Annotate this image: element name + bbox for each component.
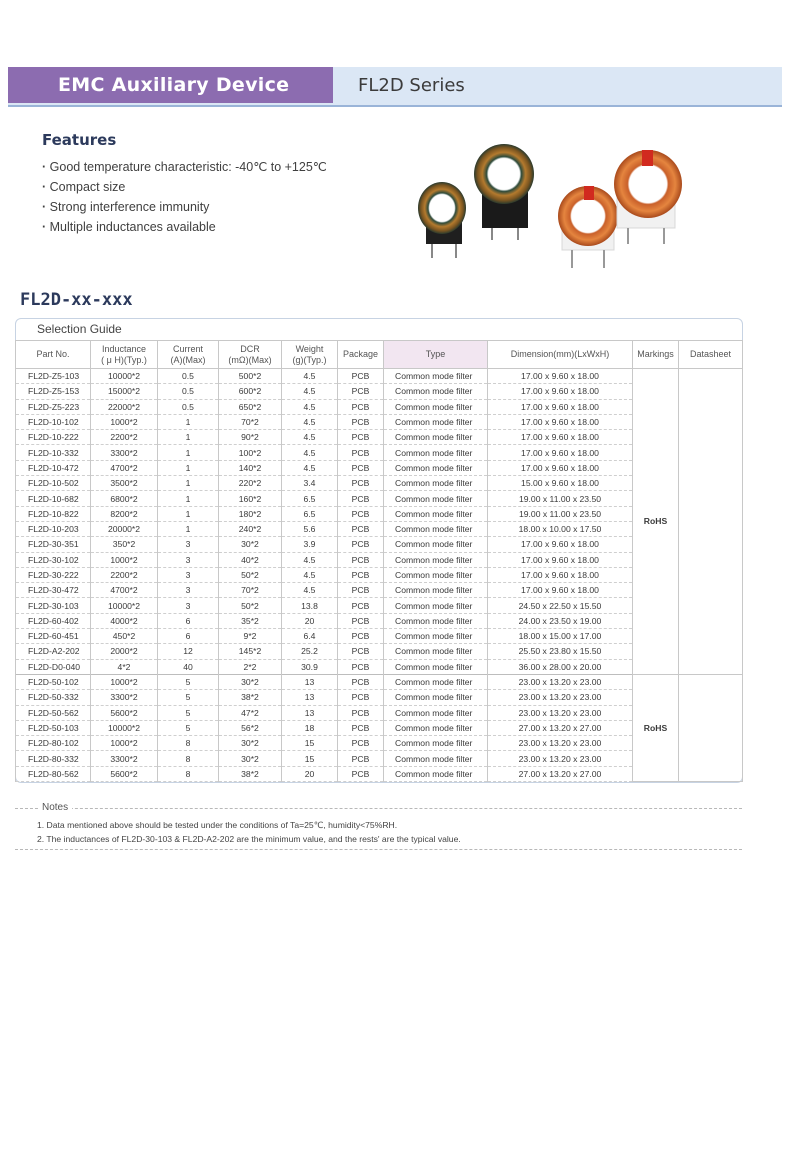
dcr-cell: 240*2 [219, 521, 282, 536]
package-cell: PCB [338, 414, 384, 429]
weight-cell: 4.5 [282, 414, 338, 429]
dcr-cell: 70*2 [219, 414, 282, 429]
current-cell: 1 [158, 414, 219, 429]
package-cell: PCB [338, 629, 384, 644]
part-no-cell: FL2D-30-351 [16, 537, 91, 552]
weight-cell: 20 [282, 766, 338, 781]
weight-cell: 3.9 [282, 537, 338, 552]
current-cell: 8 [158, 751, 219, 766]
type-cell: Common mode filter [384, 674, 488, 689]
series-code: FL2D-xx-xxx [20, 290, 133, 310]
dimension-cell: 17.00 x 9.60 x 18.00 [488, 583, 633, 598]
part-no-cell: FL2D-Z5-223 [16, 399, 91, 414]
type-cell: Common mode filter [384, 644, 488, 659]
weight-cell: 4.5 [282, 460, 338, 475]
weight-cell: 13 [282, 690, 338, 705]
package-cell: PCB [338, 445, 384, 460]
col-weight: Weight (g)(Typ.) [282, 341, 338, 369]
current-cell: 3 [158, 598, 219, 613]
package-cell: PCB [338, 644, 384, 659]
package-cell: PCB [338, 659, 384, 674]
dimension-cell: 17.00 x 9.60 x 18.00 [488, 567, 633, 582]
part-no-cell: FL2D-D0-040 [16, 659, 91, 674]
dimension-cell: 17.00 x 9.60 x 18.00 [488, 460, 633, 475]
dcr-cell: 47*2 [219, 705, 282, 720]
dimension-cell: 18.00 x 15.00 x 17.00 [488, 629, 633, 644]
datasheet-cell [679, 369, 743, 675]
category-title: EMC Auxiliary Device [8, 67, 333, 103]
current-cell: 1 [158, 460, 219, 475]
inductance-cell: 1000*2 [91, 552, 158, 567]
part-no-cell: FL2D-10-332 [16, 445, 91, 460]
dimension-cell: 17.00 x 9.60 x 18.00 [488, 414, 633, 429]
inductance-cell: 3500*2 [91, 476, 158, 491]
current-cell: 5 [158, 705, 219, 720]
header-banner [8, 67, 782, 107]
inductance-cell: 8200*2 [91, 506, 158, 521]
inductance-cell: 4000*2 [91, 613, 158, 628]
notes-divider-bottom [15, 849, 742, 850]
part-no-cell: FL2D-50-102 [16, 674, 91, 689]
dcr-cell: 160*2 [219, 491, 282, 506]
dimension-cell: 19.00 x 11.00 x 23.50 [488, 506, 633, 521]
current-cell: 3 [158, 537, 219, 552]
inductance-cell: 2200*2 [91, 567, 158, 582]
part-no-cell: FL2D-80-332 [16, 751, 91, 766]
dimension-cell: 19.00 x 11.00 x 23.50 [488, 491, 633, 506]
package-cell: PCB [338, 613, 384, 628]
dimension-cell: 17.00 x 9.60 x 18.00 [488, 399, 633, 414]
type-cell: Common mode filter [384, 766, 488, 781]
part-no-cell: FL2D-30-472 [16, 583, 91, 598]
inductance-cell: 15000*2 [91, 384, 158, 399]
dimension-cell: 23.00 x 13.20 x 23.00 [488, 736, 633, 751]
type-cell: Common mode filter [384, 506, 488, 521]
weight-cell: 20 [282, 613, 338, 628]
inductance-cell: 10000*2 [91, 720, 158, 735]
current-cell: 1 [158, 491, 219, 506]
part-no-cell: FL2D-10-502 [16, 476, 91, 491]
type-cell: Common mode filter [384, 445, 488, 460]
package-cell: PCB [338, 476, 384, 491]
package-cell: PCB [338, 521, 384, 536]
package-cell: PCB [338, 537, 384, 552]
dcr-cell: 9*2 [219, 629, 282, 644]
weight-cell: 5.6 [282, 521, 338, 536]
dcr-cell: 100*2 [219, 445, 282, 460]
type-cell: Common mode filter [384, 598, 488, 613]
dcr-cell: 35*2 [219, 613, 282, 628]
dcr-cell: 30*2 [219, 736, 282, 751]
col-dcr: DCR (mΩ)(Max) [219, 341, 282, 369]
current-cell: 1 [158, 506, 219, 521]
inductance-cell: 5600*2 [91, 705, 158, 720]
weight-cell: 13 [282, 674, 338, 689]
table-body [16, 369, 743, 782]
dcr-cell: 38*2 [219, 766, 282, 781]
part-no-cell: FL2D-30-103 [16, 598, 91, 613]
dcr-cell: 40*2 [219, 552, 282, 567]
package-cell: PCB [338, 751, 384, 766]
type-cell: Common mode filter [384, 369, 488, 384]
weight-cell: 4.5 [282, 567, 338, 582]
type-cell: Common mode filter [384, 583, 488, 598]
feature-item: · Strong interference immunity [42, 197, 327, 217]
inductance-cell: 2000*2 [91, 644, 158, 659]
inductance-cell: 350*2 [91, 537, 158, 552]
current-cell: 3 [158, 552, 219, 567]
weight-cell: 18 [282, 720, 338, 735]
table-row [16, 674, 743, 689]
type-cell: Common mode filter [384, 552, 488, 567]
dimension-cell: 27.00 x 13.20 x 27.00 [488, 766, 633, 781]
dcr-cell: 56*2 [219, 720, 282, 735]
dcr-cell: 650*2 [219, 399, 282, 414]
dimension-cell: 27.00 x 13.20 x 27.00 [488, 720, 633, 735]
weight-cell: 15 [282, 736, 338, 751]
inductance-cell: 1000*2 [91, 414, 158, 429]
inductance-cell: 5600*2 [91, 766, 158, 781]
part-no-cell: FL2D-50-562 [16, 705, 91, 720]
features-title: Features [42, 131, 117, 149]
dcr-cell: 50*2 [219, 567, 282, 582]
type-cell: Common mode filter [384, 751, 488, 766]
weight-cell: 6.5 [282, 506, 338, 521]
dimension-cell: 17.00 x 9.60 x 18.00 [488, 552, 633, 567]
current-cell: 40 [158, 659, 219, 674]
package-cell: PCB [338, 384, 384, 399]
part-no-cell: FL2D-30-102 [16, 552, 91, 567]
note-item: 2. The inductances of FL2D-30-103 & FL2D-A2-202 are the minimum value, and the rests' are the typical value. [37, 834, 461, 844]
type-cell: Common mode filter [384, 613, 488, 628]
feature-item: · Compact size [42, 177, 327, 197]
datasheet-cell [679, 674, 743, 781]
type-cell: Common mode filter [384, 690, 488, 705]
dcr-cell: 50*2 [219, 598, 282, 613]
inductance-cell: 3300*2 [91, 445, 158, 460]
table-header-row [16, 341, 743, 369]
table-row [16, 369, 743, 384]
dimension-cell: 17.00 x 9.60 x 18.00 [488, 445, 633, 460]
dcr-cell: 30*2 [219, 537, 282, 552]
current-cell: 1 [158, 430, 219, 445]
series-title-header: FL2D Series [358, 75, 465, 96]
part-no-cell: FL2D-80-102 [16, 736, 91, 751]
package-cell: PCB [338, 567, 384, 582]
part-no-cell: FL2D-30-222 [16, 567, 91, 582]
feature-item: · Multiple inductances available [42, 217, 327, 237]
current-cell: 5 [158, 690, 219, 705]
type-cell: Common mode filter [384, 430, 488, 445]
dimension-cell: 24.50 x 22.50 x 15.50 [488, 598, 633, 613]
part-no-cell: FL2D-10-203 [16, 521, 91, 536]
type-cell: Common mode filter [384, 705, 488, 720]
selection-guide-title: Selection Guide [37, 322, 122, 336]
dcr-cell: 70*2 [219, 583, 282, 598]
current-cell: 1 [158, 521, 219, 536]
type-cell: Common mode filter [384, 476, 488, 491]
weight-cell: 4.5 [282, 369, 338, 384]
type-cell: Common mode filter [384, 567, 488, 582]
dimension-cell: 15.00 x 9.60 x 18.00 [488, 476, 633, 491]
weight-cell: 6.4 [282, 629, 338, 644]
dcr-cell: 140*2 [219, 460, 282, 475]
package-cell: PCB [338, 399, 384, 414]
current-cell: 5 [158, 720, 219, 735]
note-item: 1. Data mentioned above should be tested under the conditions of Ta=25℃, humidity<75%RH. [37, 820, 398, 830]
col-datasheet: Datasheet [679, 341, 743, 369]
dimension-cell: 23.00 x 13.20 x 23.00 [488, 674, 633, 689]
package-cell: PCB [338, 506, 384, 521]
type-cell: Common mode filter [384, 414, 488, 429]
type-cell: Common mode filter [384, 384, 488, 399]
inductance-cell: 20000*2 [91, 521, 158, 536]
dcr-cell: 220*2 [219, 476, 282, 491]
weight-cell: 6.5 [282, 491, 338, 506]
type-cell: Common mode filter [384, 521, 488, 536]
current-cell: 12 [158, 644, 219, 659]
current-cell: 1 [158, 476, 219, 491]
part-no-cell: FL2D-50-103 [16, 720, 91, 735]
dimension-cell: 36.00 x 28.00 x 20.00 [488, 659, 633, 674]
notes-divider-top [15, 808, 742, 809]
part-no-cell: FL2D-60-451 [16, 629, 91, 644]
package-cell: PCB [338, 583, 384, 598]
weight-cell: 13 [282, 705, 338, 720]
weight-cell: 30.9 [282, 659, 338, 674]
current-cell: 3 [158, 583, 219, 598]
package-cell: PCB [338, 690, 384, 705]
dimension-cell: 23.00 x 13.20 x 23.00 [488, 751, 633, 766]
feature-item: · Good temperature characteristic: -40℃ to +125℃ [42, 157, 327, 177]
weight-cell: 4.5 [282, 552, 338, 567]
current-cell: 1 [158, 445, 219, 460]
inductance-cell: 1000*2 [91, 736, 158, 751]
part-no-cell: FL2D-A2-202 [16, 644, 91, 659]
weight-cell: 4.5 [282, 583, 338, 598]
current-cell: 6 [158, 629, 219, 644]
current-cell: 8 [158, 766, 219, 781]
col-dimension: Dimension(mm)(LxWxH) [488, 341, 633, 369]
dimension-cell: 24.00 x 23.50 x 19.00 [488, 613, 633, 628]
type-cell: Common mode filter [384, 399, 488, 414]
dcr-cell: 180*2 [219, 506, 282, 521]
package-cell: PCB [338, 430, 384, 445]
inductance-cell: 4700*2 [91, 460, 158, 475]
inductance-cell: 3300*2 [91, 751, 158, 766]
part-no-cell: FL2D-10-822 [16, 506, 91, 521]
part-no-cell: FL2D-80-562 [16, 766, 91, 781]
dimension-cell: 23.00 x 13.20 x 23.00 [488, 705, 633, 720]
part-no-cell: FL2D-10-102 [16, 414, 91, 429]
current-cell: 5 [158, 674, 219, 689]
package-cell: PCB [338, 705, 384, 720]
rohs-marking: RoHS [633, 674, 679, 781]
type-cell: Common mode filter [384, 460, 488, 475]
part-no-cell: FL2D-60-402 [16, 613, 91, 628]
package-cell: PCB [338, 491, 384, 506]
dimension-cell: 17.00 x 9.60 x 18.00 [488, 430, 633, 445]
col-part-no: Part No. [16, 341, 91, 369]
package-cell: PCB [338, 766, 384, 781]
dimension-cell: 18.00 x 10.00 x 17.50 [488, 521, 633, 536]
col-current: Current (A)(Max) [158, 341, 219, 369]
weight-cell: 25.2 [282, 644, 338, 659]
dcr-cell: 30*2 [219, 674, 282, 689]
inductance-cell: 4700*2 [91, 583, 158, 598]
package-cell: PCB [338, 674, 384, 689]
part-no-cell: FL2D-Z5-103 [16, 369, 91, 384]
product-photo [412, 140, 692, 275]
rohs-marking: RoHS [633, 369, 679, 675]
current-cell: 0.5 [158, 384, 219, 399]
weight-cell: 4.5 [282, 399, 338, 414]
dimension-cell: 23.00 x 13.20 x 23.00 [488, 690, 633, 705]
weight-cell: 13.8 [282, 598, 338, 613]
package-cell: PCB [338, 460, 384, 475]
inductance-cell: 22000*2 [91, 399, 158, 414]
dimension-cell: 17.00 x 9.60 x 18.00 [488, 537, 633, 552]
dcr-cell: 90*2 [219, 430, 282, 445]
package-cell: PCB [338, 598, 384, 613]
weight-cell: 3.4 [282, 476, 338, 491]
inductance-cell: 10000*2 [91, 369, 158, 384]
inductance-cell: 3300*2 [91, 690, 158, 705]
current-cell: 6 [158, 613, 219, 628]
features-list [42, 157, 327, 237]
col-package: Package [338, 341, 384, 369]
dcr-cell: 30*2 [219, 751, 282, 766]
type-cell: Common mode filter [384, 736, 488, 751]
inductance-cell: 450*2 [91, 629, 158, 644]
dimension-cell: 25.50 x 23.80 x 15.50 [488, 644, 633, 659]
col-type: Type [384, 341, 488, 369]
current-cell: 3 [158, 567, 219, 582]
package-cell: PCB [338, 736, 384, 751]
current-cell: 0.5 [158, 399, 219, 414]
package-cell: PCB [338, 369, 384, 384]
part-no-cell: FL2D-Z5-153 [16, 384, 91, 399]
type-cell: Common mode filter [384, 720, 488, 735]
weight-cell: 4.5 [282, 445, 338, 460]
dimension-cell: 17.00 x 9.60 x 18.00 [488, 384, 633, 399]
weight-cell: 15 [282, 751, 338, 766]
part-no-cell: FL2D-10-222 [16, 430, 91, 445]
part-no-cell: FL2D-10-472 [16, 460, 91, 475]
dcr-cell: 2*2 [219, 659, 282, 674]
type-cell: Common mode filter [384, 659, 488, 674]
dcr-cell: 145*2 [219, 644, 282, 659]
dimension-cell: 17.00 x 9.60 x 18.00 [488, 369, 633, 384]
weight-cell: 4.5 [282, 430, 338, 445]
type-cell: Common mode filter [384, 491, 488, 506]
weight-cell: 4.5 [282, 384, 338, 399]
col-inductance: Inductance ( μ H)(Typ.) [91, 341, 158, 369]
inductance-cell: 6800*2 [91, 491, 158, 506]
dcr-cell: 600*2 [219, 384, 282, 399]
selection-table [15, 340, 743, 782]
type-cell: Common mode filter [384, 537, 488, 552]
dcr-cell: 38*2 [219, 690, 282, 705]
type-cell: Common mode filter [384, 629, 488, 644]
header-divider [8, 105, 782, 107]
current-cell: 8 [158, 736, 219, 751]
inductance-cell: 2200*2 [91, 430, 158, 445]
notes-title: Notes [38, 802, 72, 813]
inductance-cell: 10000*2 [91, 598, 158, 613]
col-markings: Markings [633, 341, 679, 369]
current-cell: 0.5 [158, 369, 219, 384]
part-no-cell: FL2D-50-332 [16, 690, 91, 705]
inductance-cell: 4*2 [91, 659, 158, 674]
package-cell: PCB [338, 720, 384, 735]
inductance-cell: 1000*2 [91, 674, 158, 689]
part-no-cell: FL2D-10-682 [16, 491, 91, 506]
dcr-cell: 500*2 [219, 369, 282, 384]
package-cell: PCB [338, 552, 384, 567]
